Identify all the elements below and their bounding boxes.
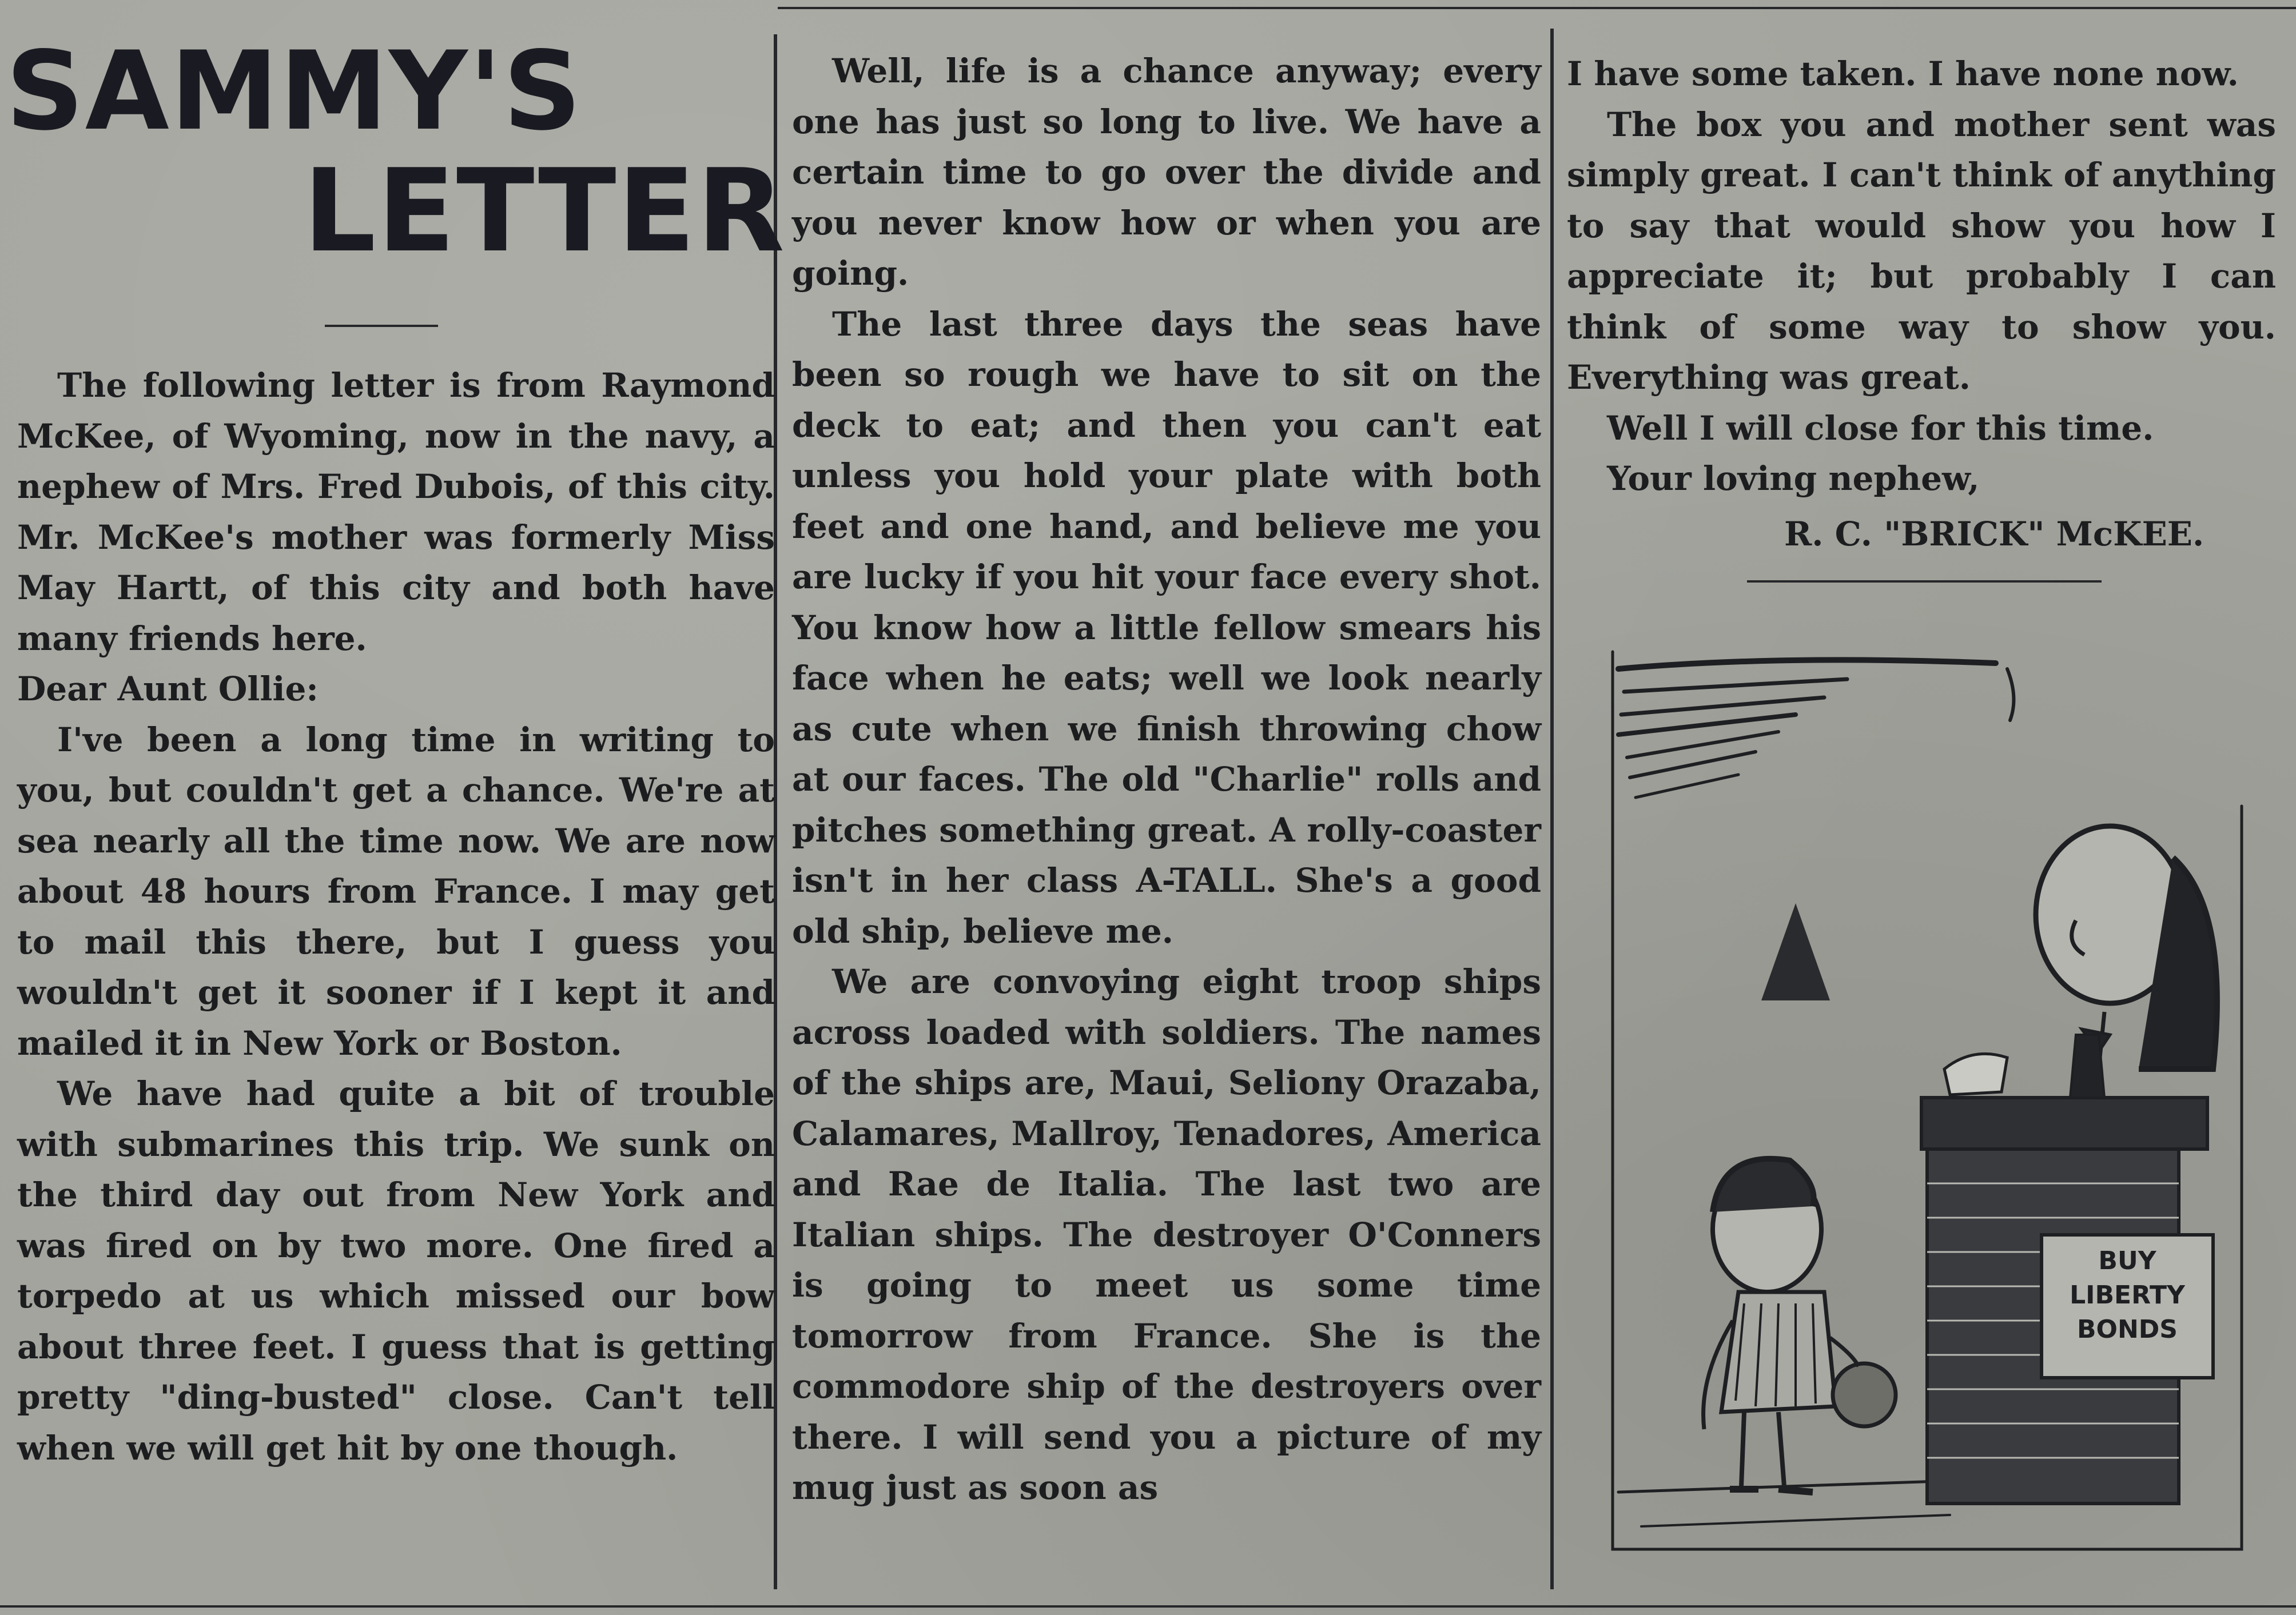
signature: R. C. "BRICK" McKEE. (1784, 515, 2205, 553)
column-3 (1567, 49, 2276, 504)
child-figure (1704, 1159, 1896, 1492)
letter-paragraph: We have had quite a bit of trouble with submarines this trip. We sunk on the third day out from New York and was fired on by two more. One fired a torpedo at us which missed our bow about three feet. I guess that is getting pretty "ding-busted" close. Can't tell when we will get hit by one though. (17, 1074, 775, 1468)
letter-paragraph: We are convoying eight troop ships across loaded with soldiers. The names of the ships are, Maui, Seliony Orazaba, Calamares, Mallroy, Tenadores, America and Rae de Italia. The last two are Italian ships. The destroyer O'Conners is going to meet us some time tomorrow from France. She is the commodore ship of the destroyers over there. I will send you a picture of my mug just as soon as (792, 962, 1541, 1507)
letter-paragraph: The last three days the seas have been so rough we have to sit on the deck to eat; and then you can't eat unless you hold your plate with both feet and one hand, and believe me you are lucky if you hit your face every shot. You know how a little fellow smears his face when he eats; well we look nearly as cute when we finish throwing chow at our faces. The old "Charlie" rolls and pitches something great. A rolly-coaster isn't in her class A-TALL. She's a good old ship, believe me. (792, 304, 1541, 951)
headline-line-2: LETTER (303, 145, 786, 278)
liberty-bonds-cartoon (1607, 635, 2247, 1561)
sign-text-liberty: LIBERTY (2070, 1281, 2185, 1310)
top-rule (778, 7, 2296, 9)
column-rule-2 (1550, 29, 1554, 1589)
salutation: Dear Aunt Ollie: (17, 669, 319, 708)
sign-text-bonds: BONDS (2077, 1315, 2178, 1344)
letter-paragraph: Well, life is a chance anyway; every one has just so long to live. We have a certain time to go over the divide and you never know how or when you are going. (792, 51, 1541, 293)
man-figure (2036, 826, 2217, 1069)
sign-text-buy: BUY (2098, 1246, 2156, 1275)
column-1 (17, 360, 775, 1473)
headline-line-1: SAMMY'S (6, 28, 583, 154)
letter-paragraph: I've been a long time in writing to you, but couldn't get a chance. We're at sea nearly all the time now. We are now about 48 hours from France. I may get to mail this there, but I guess you wouldn't get it sooner if I kept it and mailed it in New York or Boston. (17, 720, 775, 1063)
signature-divider (1747, 580, 2102, 583)
intro-paragraph: The following letter is from Raymond McKee, of Wyoming, now in the navy, a nephew of Mrs. Fred Dubois, of this city. Mr. McKee's mother was formerly Miss May Hartt, of this city and both have many friends here. (17, 366, 775, 658)
bottom-rule (0, 1605, 2296, 1608)
headline-divider (325, 325, 438, 327)
letter-paragraph: I have some taken. I have none now. (1567, 54, 2239, 93)
tree-mark (1761, 903, 1830, 1000)
closing: Your loving nephew, (1607, 459, 1980, 498)
column-2 (792, 46, 1541, 1513)
letter-paragraph: The box you and mother sent was simply great. I can't think of anything to say that would show you how I appreciate it; but probably I can think of some way to show you. Everything was great. (1567, 105, 2276, 397)
letter-paragraph: Well I will close for this time. (1607, 408, 2154, 448)
bond-booth (1921, 1035, 2213, 1504)
